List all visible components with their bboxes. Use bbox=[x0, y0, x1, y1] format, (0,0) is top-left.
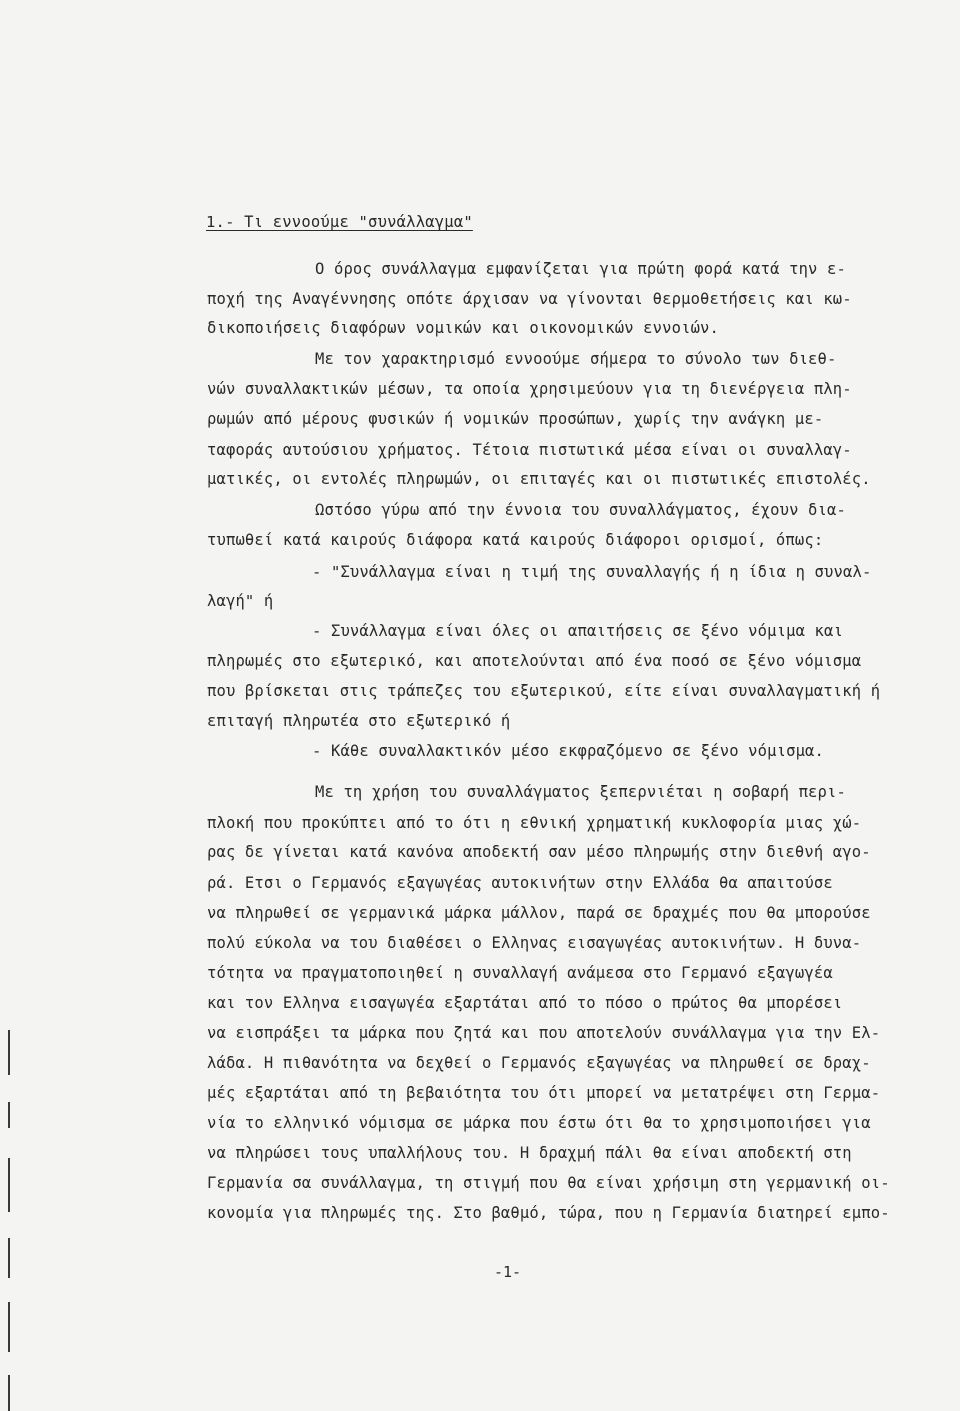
text-line: ρας δε γίνεται κατά κανόνα αποδεκτή σαν μέσο πληρωμής στην διεθνή αγο- bbox=[207, 843, 871, 861]
text-line: ρωμών από μέρους φυσικών ή νομικών προσώπων, χωρίς την ανάγκη με- bbox=[207, 410, 824, 428]
page-number: -1- bbox=[494, 1263, 522, 1281]
text-line: τυπωθεί κατά καιρούς διάφορα κατά καιρούς διάφοροι ορισμοί, όπως: bbox=[207, 531, 824, 549]
text-line: ποχή της Αναγέννησης οπότε άρχισαν να γίνονται θερμοθετήσεις και κω- bbox=[207, 290, 852, 308]
binding-mark bbox=[8, 1158, 10, 1212]
text-line: τότητα να πραγματοποιηθεί η συναλλαγή ανάμεσα στο Γερμανό εξαγωγέα bbox=[207, 964, 833, 982]
text-line: επιταγή πληρωτέα στο εξωτερικό ή bbox=[207, 712, 511, 730]
text-line: νών συναλλακτικών μέσων, τα οποία χρησιμεύουν για τη διενέργεια πλη- bbox=[207, 380, 852, 398]
text-line: πλοκή που προκύπτει από το ότι η εθνική χρηματική κυκλοφορία μιας χώ- bbox=[207, 814, 862, 832]
text-line: λαγή" ή bbox=[207, 592, 274, 610]
text-line: κονομία για πληρωμές της. Στο βαθμό, τώρα, που η Γερμανία διατηρεί εμπο- bbox=[207, 1204, 890, 1222]
text-line: νία το ελληνικό νόμισμα σε μάρκα που έστω ότι θα το χρησιμοποιήσει για bbox=[207, 1114, 871, 1132]
text-line: μές εξαρτάται από τη βεβαιότητα του ότι μπορεί να μετατρέψει στη Γερμα- bbox=[207, 1084, 881, 1102]
text-line: Γερμανία σα συνάλλαγμα, τη στιγμή που θα είναι χρήσιμη στη γερμανική οι- bbox=[207, 1174, 890, 1192]
text-line: - "Συνάλλαγμα είναι η τιμή της συναλλαγής ή η ίδια η συναλ- bbox=[312, 563, 872, 581]
text-line: ρά. Ετσι ο Γερμανός εξαγωγέας αυτοκινήτων στην Ελλάδα θα απαιτούσε bbox=[207, 874, 833, 892]
text-line: πληρωμές στο εξωτερικό, και αποτελούνται από ένα ποσό σε ξένο νόμισμα bbox=[207, 652, 862, 670]
text-line: ματικές, οι εντολές πληρωμών, οι επιταγές και οι πιστωτικές επιστολές. bbox=[207, 470, 871, 488]
text-line: και τον Ελληνα εισαγωγέα εξαρτάται από το πόσο ο πρώτος θα μπορέσει bbox=[207, 994, 843, 1012]
binding-mark bbox=[8, 1302, 10, 1352]
text-line: δικοποιήσεις διαφόρων νομικών και οικονομικών εννοιών. bbox=[207, 319, 720, 337]
text-line: ταφοράς αυτούσιου χρήματος. Τέτοια πιστωτικά μέσα είναι οι συναλλαγ- bbox=[207, 441, 852, 459]
text-line: Ο όρος συνάλλαγμα εμφανίζεται για πρώτη φορά κατά την ε- bbox=[315, 260, 846, 278]
section-heading: 1.- Τι εννοούμε "συνάλλαγμα" bbox=[206, 213, 473, 231]
binding-mark bbox=[8, 1102, 10, 1128]
binding-mark bbox=[8, 1030, 10, 1075]
text-line: λάδα. Η πιθανότητα να δεχθεί ο Γερμανός εξαγωγέας να πληρωθεί σε δραχ- bbox=[207, 1054, 871, 1072]
binding-mark bbox=[8, 1238, 10, 1278]
text-line: πολύ εύκολα να του διαθέσει ο Ελληνας εισαγωγέας αυτοκινήτων. Η δυνα- bbox=[207, 934, 862, 952]
text-line: που βρίσκεται στις τράπεζες του εξωτερικού, είτε είναι συναλλαγματική ή bbox=[207, 682, 881, 700]
text-line: να εισπράξει τα μάρκα που ζητά και που αποτελούν συνάλλαγμα για την Ελ- bbox=[207, 1024, 881, 1042]
text-line: να πληρώσει τους υπαλλήλους του. Η δραχμή πάλι θα είναι αποδεκτή στη bbox=[207, 1144, 852, 1162]
text-line: Ωστόσο γύρω από την έννοια του συναλλάγματος, έχουν δια- bbox=[315, 501, 846, 519]
text-line: να πληρωθεί σε γερμανικά μάρκα μάλλον, παρά σε δραχμές που θα μπορούσε bbox=[207, 904, 871, 922]
text-line: Με τον χαρακτηρισμό εννοούμε σήμερα το σύνολο των διεθ- bbox=[315, 350, 837, 368]
text-line: - Συνάλλαγμα είναι όλες οι απαιτήσεις σε ξένο νόμιμα και bbox=[312, 622, 843, 640]
text-line: Με τη χρήση του συναλλάγματος ξεπερνιέται η σοβαρή περι- bbox=[315, 783, 846, 801]
text-line: - Κάθε συναλλακτικόν μέσο εκφραζόμενο σε ξένο νόμισμα. bbox=[312, 742, 825, 760]
binding-mark bbox=[8, 1375, 10, 1411]
